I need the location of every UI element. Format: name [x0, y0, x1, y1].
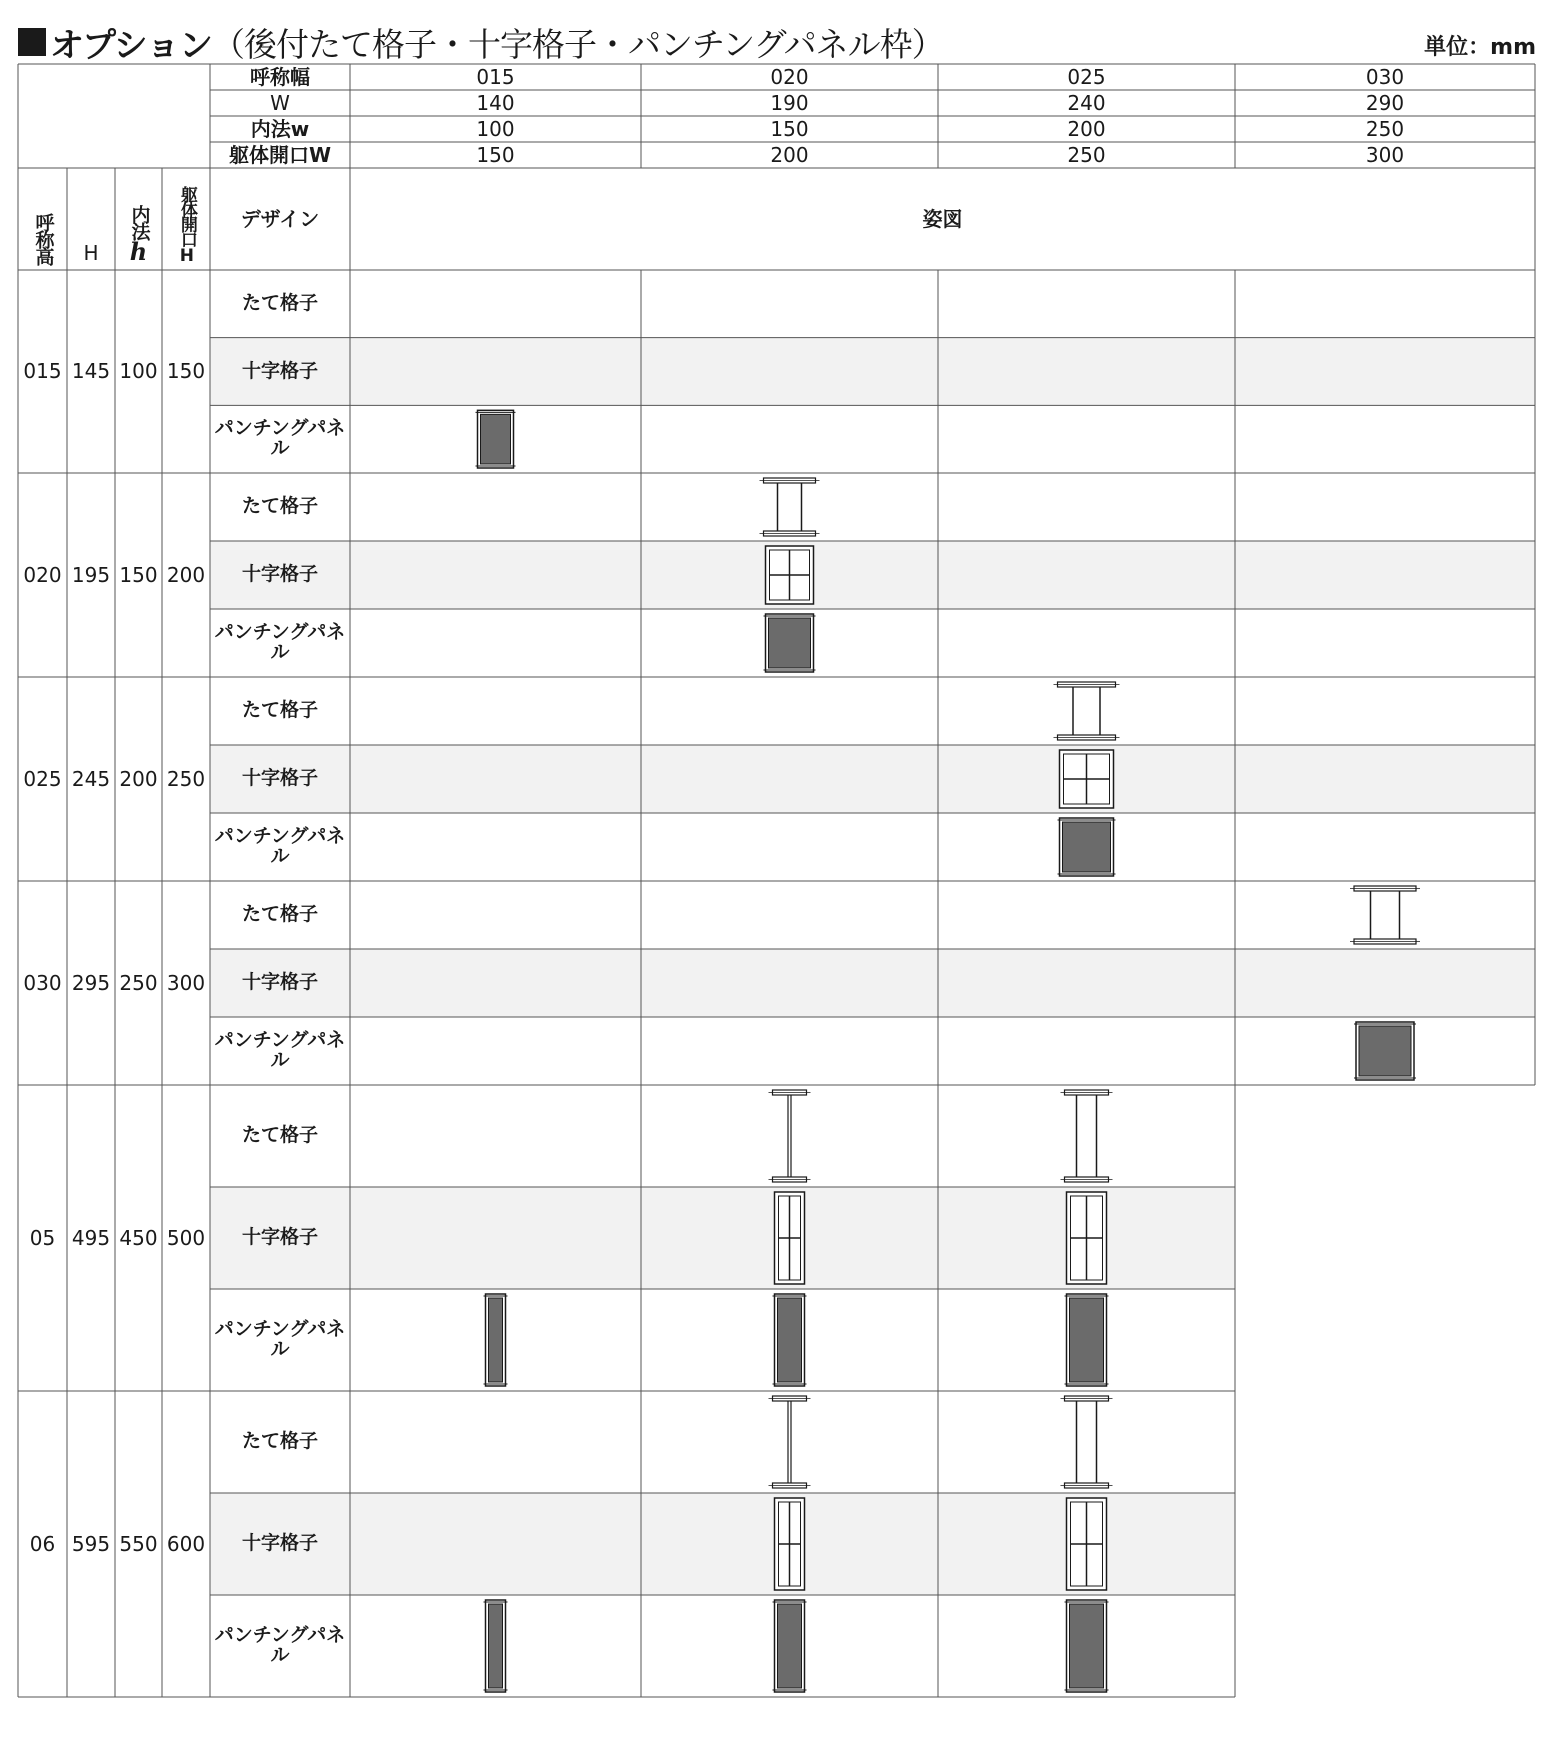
punch-figure-icon: [484, 1600, 508, 1692]
size-inner-cell: 450: [119, 1225, 158, 1250]
design-label: パンチングパネル: [214, 1029, 346, 1071]
design-label: 十字格子: [241, 1532, 318, 1555]
vertical-figure-icon: [760, 478, 820, 536]
size-opening-cell: 500: [166, 1225, 206, 1250]
header-value-cell: 030: [1365, 64, 1405, 89]
header-value-cell: 025: [1067, 64, 1106, 89]
design-label: たて格子: [241, 903, 318, 926]
header-value-cell: 250: [1365, 116, 1405, 141]
size-nominal-cell: 030: [23, 970, 62, 995]
header-value-cell: 150: [476, 142, 515, 167]
size-inner-cell: 250: [119, 970, 158, 995]
design-label: 十字格子: [241, 767, 318, 790]
design-label: パンチングパネル: [214, 417, 346, 460]
size-opening-cell: 600: [166, 1531, 206, 1556]
size-nominal-cell: 06: [29, 1531, 56, 1556]
size-nominal-cell: 020: [23, 562, 62, 587]
size-nominal-cell: 015: [23, 359, 62, 383]
header-value-cell: 200: [1067, 116, 1106, 141]
size-H-cell: 195: [71, 562, 111, 587]
header-row-label: 呼称幅: [250, 64, 310, 89]
design-label: 十字格子: [241, 563, 318, 586]
size-nominal-cell: 025: [23, 766, 62, 791]
vertical-figure-icon: [1061, 1090, 1113, 1182]
design-label: たて格子: [241, 291, 318, 314]
vertical-figure-icon: [1350, 886, 1420, 944]
vertical-figure-icon: [769, 1396, 811, 1488]
header-h: [67, 168, 115, 270]
punch-figure-icon: [476, 410, 516, 468]
header-row-label: 内法w: [250, 116, 310, 141]
cross-figure-icon: [1067, 1192, 1107, 1284]
header-value-cell: 015: [476, 64, 515, 89]
header-row-label: W: [270, 90, 290, 115]
punch-figure-icon: [773, 1294, 807, 1386]
punch-figure-icon: [484, 1294, 508, 1386]
nominal-height-label: 呼称高: [32, 213, 55, 264]
header-value-cell: 140: [476, 90, 515, 115]
header-value-cell: 100: [476, 116, 515, 141]
design-header: デザイン: [240, 206, 320, 231]
header-value-cell: 300: [1365, 142, 1405, 167]
header-value-cell: 020: [770, 64, 809, 89]
header-value-cell: 150: [770, 116, 809, 141]
vertical-figure-icon: [1054, 682, 1120, 740]
header-opening-height: [162, 168, 210, 270]
size-opening-cell: 200: [166, 562, 206, 587]
vertical-figure-icon: [769, 1090, 811, 1182]
design-label: パンチングパネル: [214, 621, 346, 663]
inner-height-symbol: h: [129, 236, 148, 266]
design-label: たて格子: [241, 1124, 318, 1147]
opening-height-label: 躯体開口H: [176, 186, 197, 264]
design-label: 十字格子: [241, 971, 318, 994]
header-value-cell: 200: [770, 142, 809, 167]
punch-figure-icon: [1065, 1600, 1109, 1692]
title-main: オプション: [50, 25, 212, 66]
header-nominal-height: [18, 168, 67, 270]
size-opening-cell: 300: [166, 970, 206, 995]
size-inner-cell: 100: [119, 359, 158, 383]
header-value-cell: 250: [1067, 142, 1106, 167]
design-label: たて格子: [241, 495, 318, 518]
design-label: パンチングパネル: [214, 825, 346, 867]
vertical-figure-icon: [1061, 1396, 1113, 1488]
size-H-cell: 595: [71, 1531, 111, 1556]
design-label: たて格子: [241, 699, 318, 722]
punch-figure-icon: [1058, 818, 1116, 876]
size-inner-cell: 150: [119, 562, 158, 587]
design-label: 十字格子: [241, 1226, 318, 1249]
h-label: H: [83, 241, 99, 265]
punch-figure-icon: [764, 614, 816, 672]
size-H-cell: 495: [71, 1225, 111, 1250]
cross-figure-icon: [1060, 750, 1114, 808]
design-label: 十字格子: [241, 359, 318, 382]
cross-figure-icon: [775, 1498, 805, 1590]
size-H-cell: 295: [71, 970, 111, 995]
size-nominal-cell: 05: [29, 1225, 56, 1250]
size-inner-cell: 200: [119, 766, 158, 791]
design-label: パンチングパネル: [214, 1624, 346, 1666]
punch-figure-icon: [1065, 1294, 1109, 1386]
design-label: たて格子: [241, 1430, 318, 1453]
size-inner-cell: 550: [119, 1531, 158, 1556]
size-H-cell: 145: [71, 359, 111, 383]
size-H-cell: 245: [71, 766, 111, 791]
figure-header: 姿図: [922, 206, 963, 231]
cross-figure-icon: [775, 1192, 805, 1284]
design-label: パンチングパネル: [214, 1318, 346, 1360]
header-value-cell: 290: [1365, 90, 1405, 115]
size-opening-cell: 150: [166, 359, 206, 383]
header-value-cell: 190: [770, 90, 809, 115]
cross-figure-icon: [766, 546, 814, 604]
header-row-label: 躯体開口W: [228, 142, 332, 167]
header-value-cell: 240: [1067, 90, 1106, 115]
title-sub: （後付たて格子・十字格子・パンチングパネル枠）: [211, 24, 944, 64]
size-opening-cell: 250: [166, 766, 206, 791]
cross-figure-icon: [1067, 1498, 1107, 1590]
punch-figure-icon: [773, 1600, 807, 1692]
unit-label: 単位：mm: [1424, 35, 1536, 60]
inner-height-label: 内法: [128, 204, 151, 239]
header-inner-height: [115, 168, 162, 270]
punch-figure-icon: [1354, 1022, 1416, 1080]
